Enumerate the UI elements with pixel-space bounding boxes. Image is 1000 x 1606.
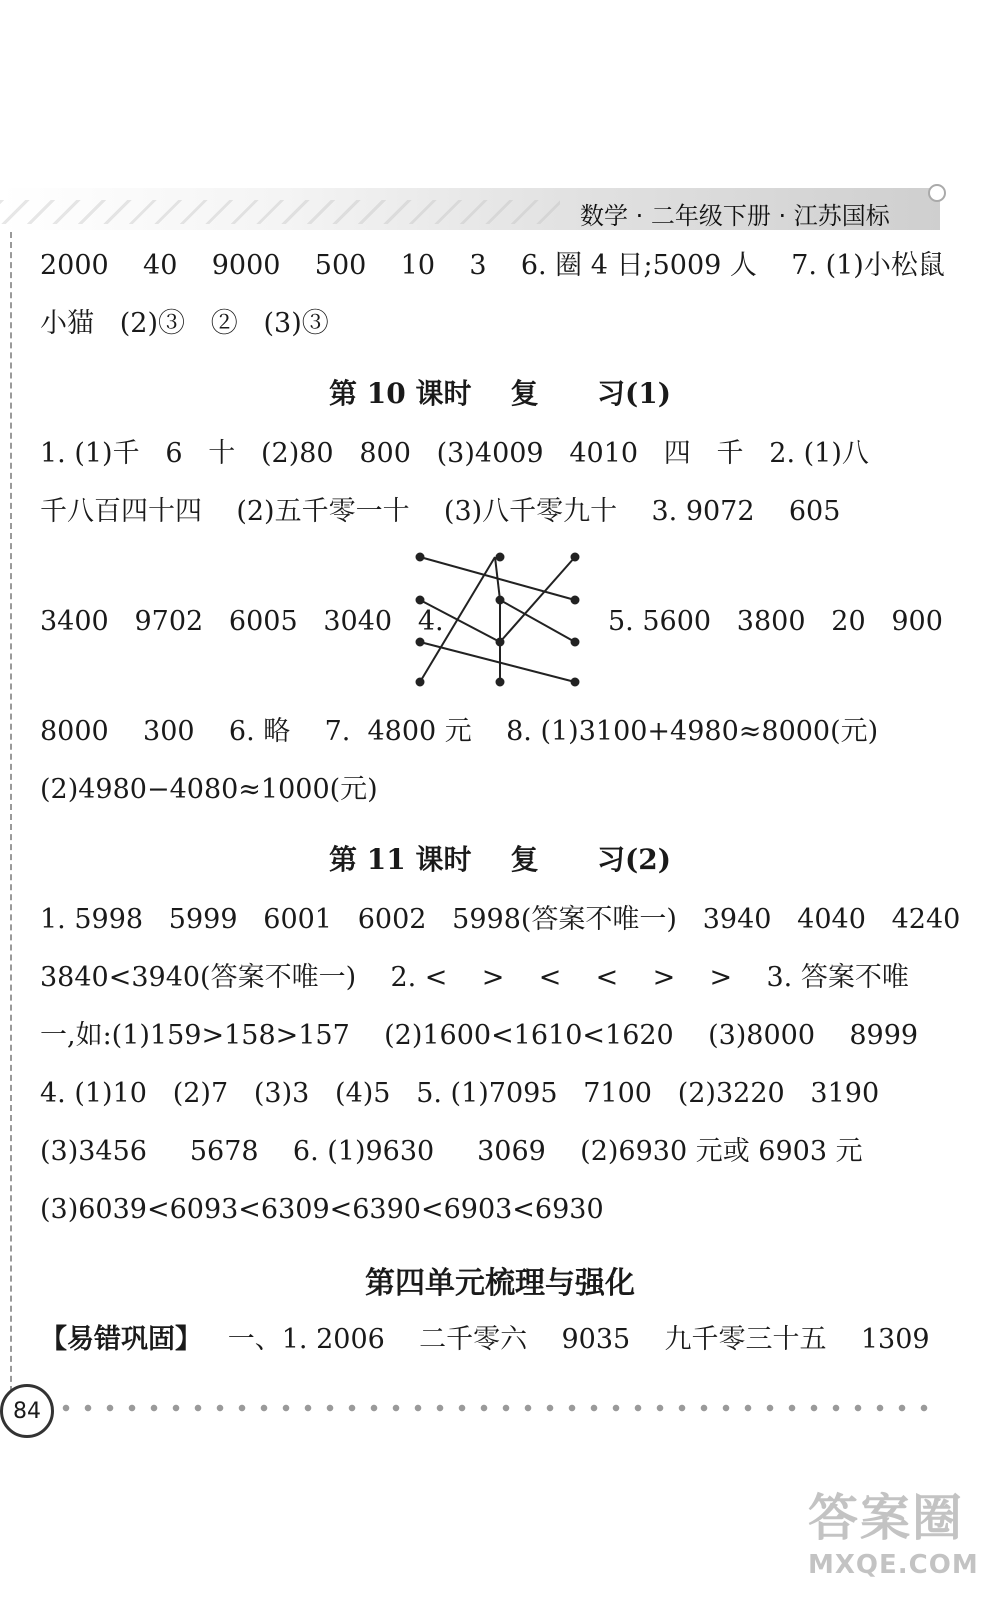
match-dot [417,639,424,646]
answer-line-last [40,1326,930,1353]
section-title: 第 10 课时 复 习(1) [329,377,671,410]
match-dot [417,554,424,561]
watermark-logo [808,1478,988,1588]
answer-line: 8000 300 6. 略 7. 4800 元 8. (1)3100+4980≈8000(元) [40,716,879,747]
match-dot [572,597,579,604]
match-line [500,557,575,642]
answer-line: (3)3456 5678 6. (1)9630 3069 (2)6930 元或 6903 元 [40,1136,863,1167]
answer-line: 4. (1)10 (2)7 (3)3 (4)5 5. (1)7095 7100 (2)3220 3190 [40,1078,880,1109]
answer-line: 3840<3940(答案不唯一) 2. < > < < > > 3. 答案不唯 [40,962,909,993]
match-dot [497,679,504,686]
answer-line: 1. (1)千 6 十 (2)80 800 (3)4009 4010 四 千 2. (1)八 [40,438,869,469]
header-title: 数学 · 二年级下册 · 江苏国标 [580,202,890,230]
header-pattern [0,200,560,224]
match-dot [572,679,579,686]
footer-dots [55,1402,935,1414]
matching-lines-diagram [405,552,590,692]
match-dot [497,554,504,561]
answer-line: 2000 40 9000 500 10 3 6. 圈 4 日;5009 人 7. (1)小松鼠 [40,250,945,281]
match-dot [417,597,424,604]
watermark-top-text: 答案圈 [808,1489,964,1547]
match-line [420,642,575,682]
match-dot [497,639,504,646]
section-title: 第 11 课时 复 习(2) [329,843,671,876]
match-line [500,600,575,642]
answer-line: (3)6039<6093<6309<6390<6903<6930 [40,1194,604,1225]
section-tag: 【易错巩固】 [40,1324,202,1355]
answer-line: 5. 5600 3800 20 900 [608,606,943,637]
match-dot [572,554,579,561]
match-dot [572,639,579,646]
header-ornament-icon [928,184,946,202]
match-line [420,600,500,642]
answer-line: (2)4980−4080≈1000(元) [40,774,378,805]
answer-text: 一、1. 2006 二千零六 9035 九千零三十五 1309 [202,1324,930,1355]
match-dot [417,679,424,686]
answer-line: 1. 5998 5999 6001 6002 5998(答案不唯一) 3940 4040 4240 [40,904,961,935]
answer-line: 小猫 (2)③ ② (3)③ [40,308,329,339]
answer-line: 一,如:(1)159>158>157 (2)1600<1610<1620 (3)8000 8999 [40,1020,919,1051]
answer-line: 千八百四十四 (2)五千零一十 (3)八千零九十 3. 9072 605 [40,496,841,527]
page-number: 84 [0,1384,54,1438]
match-line [420,557,495,682]
watermark-bottom-text: MXQE.COM [808,1550,979,1580]
unit-title: 第四单元梳理与强化 [365,1266,635,1301]
match-dot [497,597,504,604]
answer-line: 3400 9702 6005 3040 4. [40,606,444,637]
